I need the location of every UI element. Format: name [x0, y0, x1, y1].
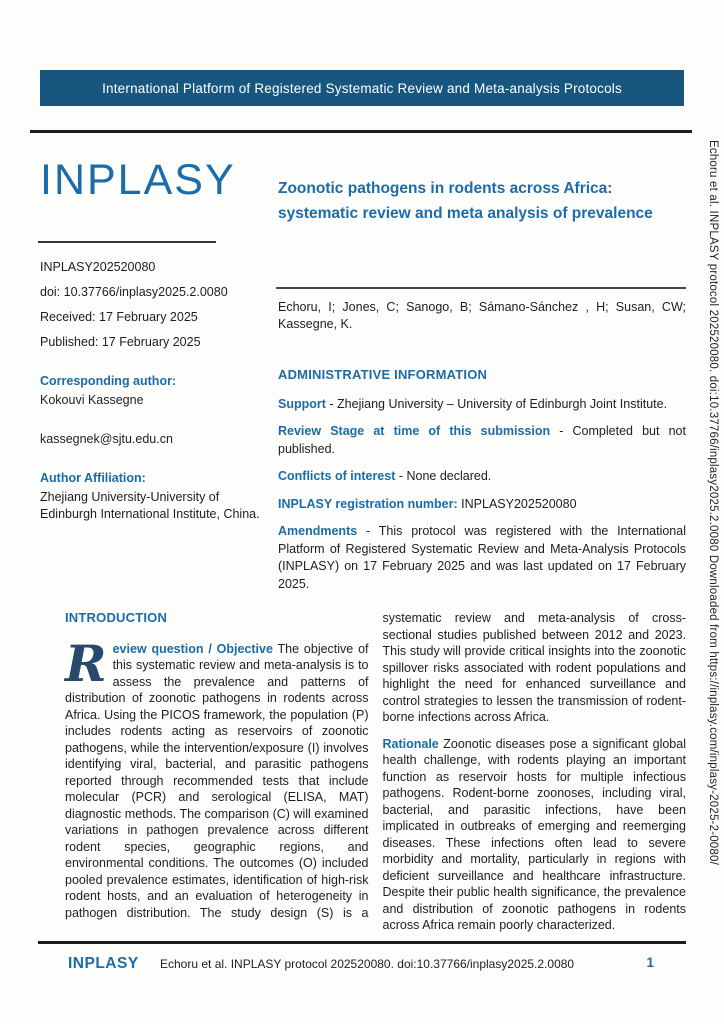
received-line: Received: 17 February 2025 — [40, 310, 198, 324]
admin-item-conflicts — [278, 468, 686, 486]
footer-logo: INPLASY — [68, 955, 139, 972]
author-email: kassegnek@sjtu.edu.cn — [40, 432, 173, 446]
corresponding-author-label: Corresponding author: — [40, 374, 177, 388]
affiliation-label: Author Affiliation: — [40, 471, 146, 485]
admin-item-amendments — [278, 523, 686, 593]
admin-item-review-stage-value: - Completed but not published. — [278, 424, 686, 456]
registration-meta — [40, 259, 265, 531]
affiliation-text: Zhejiang University-University of Edinburgh International Institute, China. — [40, 490, 260, 521]
rationale-text: Zoonotic diseases pose a significant global health challenge, with rodents playing an important function as reservoir hosts for multiple infectious pathogens. Rodent-borne zoonoses, including viral, bacterial, and parasitic infections, have been implicated in outbreaks of emerging and reemerging diseases. These infections often lead to severe morbidity and mortality, particularly in regions with deficient surveillance and healthcare infrastructure. Despite their public health significance, the prevalence and distribution of zoonotic pathogens in rodents across Africa remain poorly characterized. — [382, 736, 686, 932]
platform-banner-text: International Platform of Registered Systematic Review and Meta-analysis Protocols — [102, 80, 622, 96]
footer — [38, 953, 686, 979]
introduction-heading: INTRODUCTION — [65, 610, 168, 625]
objective-label: eview question / Objective — [112, 641, 273, 656]
drop-cap: R — [65, 633, 107, 693]
platform-banner — [40, 70, 684, 106]
authors-line: Echoru, I; Jones, C; Sanogo, B; Sámano-Sánchez , H; Susan, CW; Kassegne, K. — [278, 300, 686, 331]
admin-item-support — [278, 396, 686, 414]
footer-citation: Echoru et al. INPLASY protocol 202520080. doi:10.37766/inplasy2025.2.0080 — [160, 957, 575, 971]
admin-item-conflicts-value: - None declared. — [398, 469, 492, 483]
authors-divider — [276, 287, 686, 289]
published-line: Published: 17 February 2025 — [40, 335, 201, 349]
rationale-paragraph — [383, 736, 687, 934]
footer-divider — [38, 941, 686, 944]
inplasy-logo: INPLASY — [40, 156, 236, 204]
admin-heading: ADMINISTRATIVE INFORMATION — [278, 367, 488, 382]
admin-item-review-stage-label: Review Stage at time of this submission — [278, 424, 551, 438]
admin-item-registration-label: INPLASY registration number: — [278, 496, 458, 511]
admin-item-registration-value: INPLASY202520080 — [461, 496, 577, 511]
page-number: 1 — [646, 955, 654, 970]
administrative-information — [278, 366, 686, 603]
admin-item-amendments-value: - This protocol was registered with the International Platform of Registered Systematic Review and Meta-Analysis Protocols (INPLASY) on 17 February 2025 and was last updated on 17 February 2025. — [278, 524, 686, 591]
admin-item-conflicts-label: Conflicts of interest — [278, 469, 396, 483]
introduction-section — [65, 610, 686, 934]
vertical-citation: Echoru et al. INPLASY protocol 202520080. doi:10.37766/inplasy2025.2.0080 Downloaded from https://inplasy.com/inplasy-2025-2-0080/ — [707, 140, 719, 865]
top-divider — [30, 130, 692, 133]
admin-item-support-value: - Zhejiang University – University of Edinburgh Joint Institute. — [329, 396, 668, 411]
admin-item-amendments-label: Amendments — [278, 524, 358, 538]
corresponding-author-name: Kokouvi Kassegne — [40, 393, 144, 407]
rationale-label: Rationale — [382, 736, 439, 751]
logo-divider — [38, 241, 216, 243]
objective-text: The objective of this systematic review and meta-analysis is to assess the prevalence and patterns of distribution of zoonotic pathogens in rodents across Africa. Using the PICOS framework, the population (P) includes rodents acting as reservoirs of zoonotic pathogens, while the intervention/exposure (I) involves identifying viral, bacterial, and parasitic pathogens reported through recommended tests that include molecular (PCR) and serological (ELISA, MAT) diagnostic methods. The comparison (C) will examined variations in pathogen prevalence across different rodent species, geographic regions, and environmental conditions. The outcomes (O) included pooled prevalence estimates, identification of high-risk rodent hosts, and an evaluation of heterogeneity in pathogen distribution. The study design (S) is a systematic review and meta-analysis of cross-sectional studies published between 2012 and 2023. This study will provide critical insights into the zoonotic spillover risks associated with rodent populations and highlight the need for enhanced surveillance and control strategies to lessen the transmission of rodent-borne infections across Africa. — [65, 611, 686, 920]
admin-item-support-label: Support — [278, 396, 326, 411]
introduction-columns — [65, 610, 686, 934]
admin-item-review-stage — [278, 423, 686, 458]
admin-item-registration — [278, 496, 686, 514]
registration-id: INPLASY202520080 — [40, 260, 156, 274]
paper-title: Zoonotic pathogens in rodents across Africa: systematic review and meta analysis of prevalence — [278, 180, 653, 222]
doi-line: doi: 10.37766/inplasy2025.2.0080 — [40, 285, 228, 299]
